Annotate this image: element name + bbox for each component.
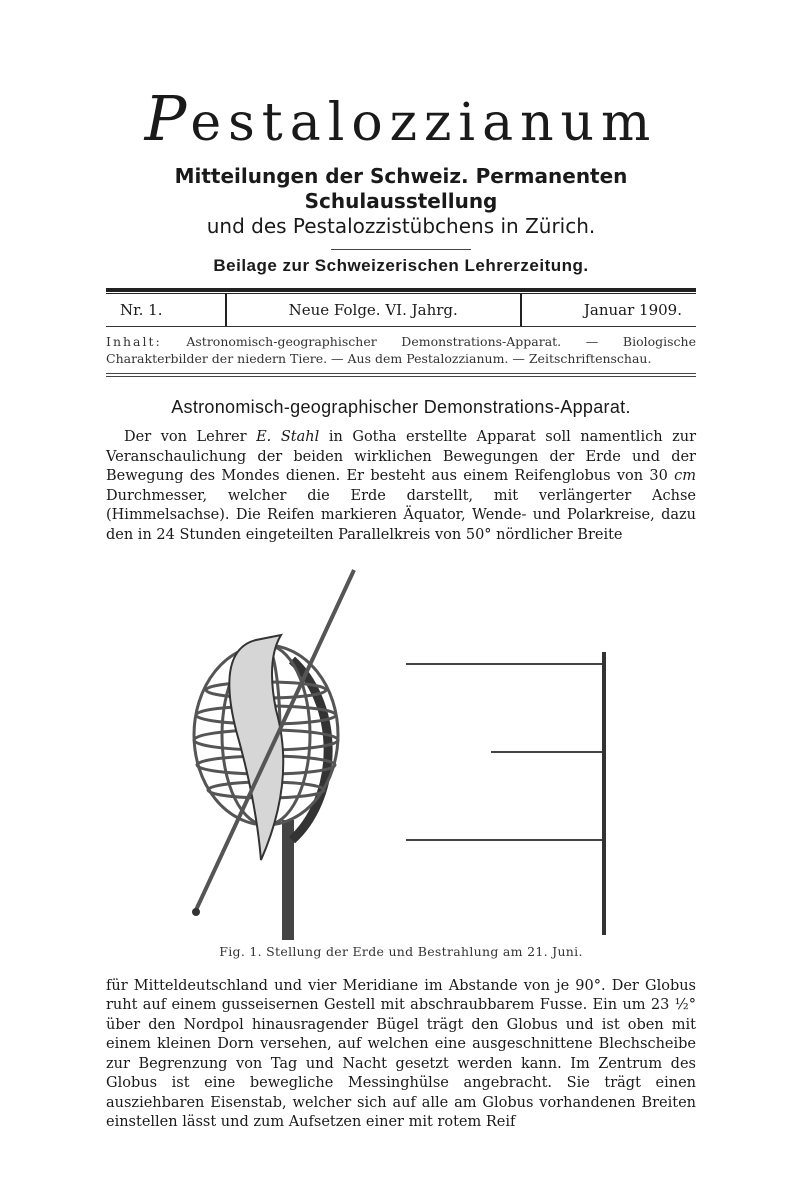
column-separator (225, 294, 227, 326)
contents-text: Astronomisch-geographischer Demonstrations-Apparat. — Biologische Charakterbilder der niedern Tiere. — Aus dem Pestalozzianum. — Zeitschriftenschau. (106, 334, 696, 366)
rod-tip (192, 908, 200, 916)
article-paragraph-1 (106, 428, 696, 545)
para1-after: Durchmesser, welcher die Erde darstellt, mit verlängerter Achse (Himmelsachse). Die Reifen markieren Äquator, Wende- und Polarkreise, dazu den in 24 Stunden eingeteilten Parallelkreis von 50° nördlicher Breite (106, 487, 696, 543)
short-divider (331, 249, 471, 250)
para1-mid: in Gotha erstellte Apparat soll namentlich zur Veranschaulichung der beiden wirklichen Bewegungen der Erde und der Bewegung des Mondes dienen. Er besteht aus einem Reifenglobus von 30 (106, 429, 697, 484)
unit-cm: cm (674, 468, 696, 484)
article-title: Astronomisch-geographischer Demonstrations-Apparat. (171, 397, 631, 417)
double-divider (106, 373, 696, 377)
supplement-line: Beilage zur Schweizerischen Lehrerzeitung. (213, 256, 589, 275)
issue-series: Neue Folge. VI. Jahrg. (288, 301, 458, 319)
figure-apparatus (106, 560, 696, 940)
masthead-initial: P (144, 82, 191, 155)
article-paragraph-2: für Mitteldeutschland und vier Meridiane im Abstande von je 90°. Der Globus ruht auf einem gusseisernen Gestell mit abschraubbarem Fusse. Ein um 23 ½° über den Nordpol hinausragender Bügel trägt den Globus und ist oben mit einem kleinen Dorn versehen, auf welchen eine ausgeschnittene Blechscheibe zur Begrenzung von Tag und Nacht gesetzt werden kann. Im Zentrum des Globus ist eine bewegliche Messinghülse angebracht. Sie trägt einen ausziehbaren Eisenstab, welcher sich auf alle am Globus vorhandenen Breiten einstellen lässt und zum Aufsetzen einer mit rotem Reif (106, 977, 696, 1130)
contents-label: Inhalt: (106, 334, 162, 349)
figure-caption: Fig. 1. Stellung der Erde und Bestrahlung am 21. Juni. (219, 943, 583, 959)
subtitle-line-1: Mitteilungen der Schweiz. Permanenten Schulausstellung (174, 164, 628, 213)
issue-info-row (106, 294, 696, 327)
subtitle-line-2: und des Pestalozzistübchens in Zürich. (206, 214, 596, 238)
table-of-contents (106, 333, 696, 367)
masthead-rest: estalozzianum (190, 93, 658, 153)
issue-number: Nr. 1. (120, 301, 163, 319)
apparatus-illustration (106, 560, 696, 940)
masthead-subtitle (106, 164, 696, 239)
issue-date: Januar 1909. (583, 301, 682, 319)
column-separator (520, 294, 522, 326)
para1-before: Der von Lehrer (124, 429, 257, 445)
masthead-title (106, 80, 696, 155)
document-page (106, 80, 696, 1147)
author-name: E. Stahl (256, 429, 320, 445)
